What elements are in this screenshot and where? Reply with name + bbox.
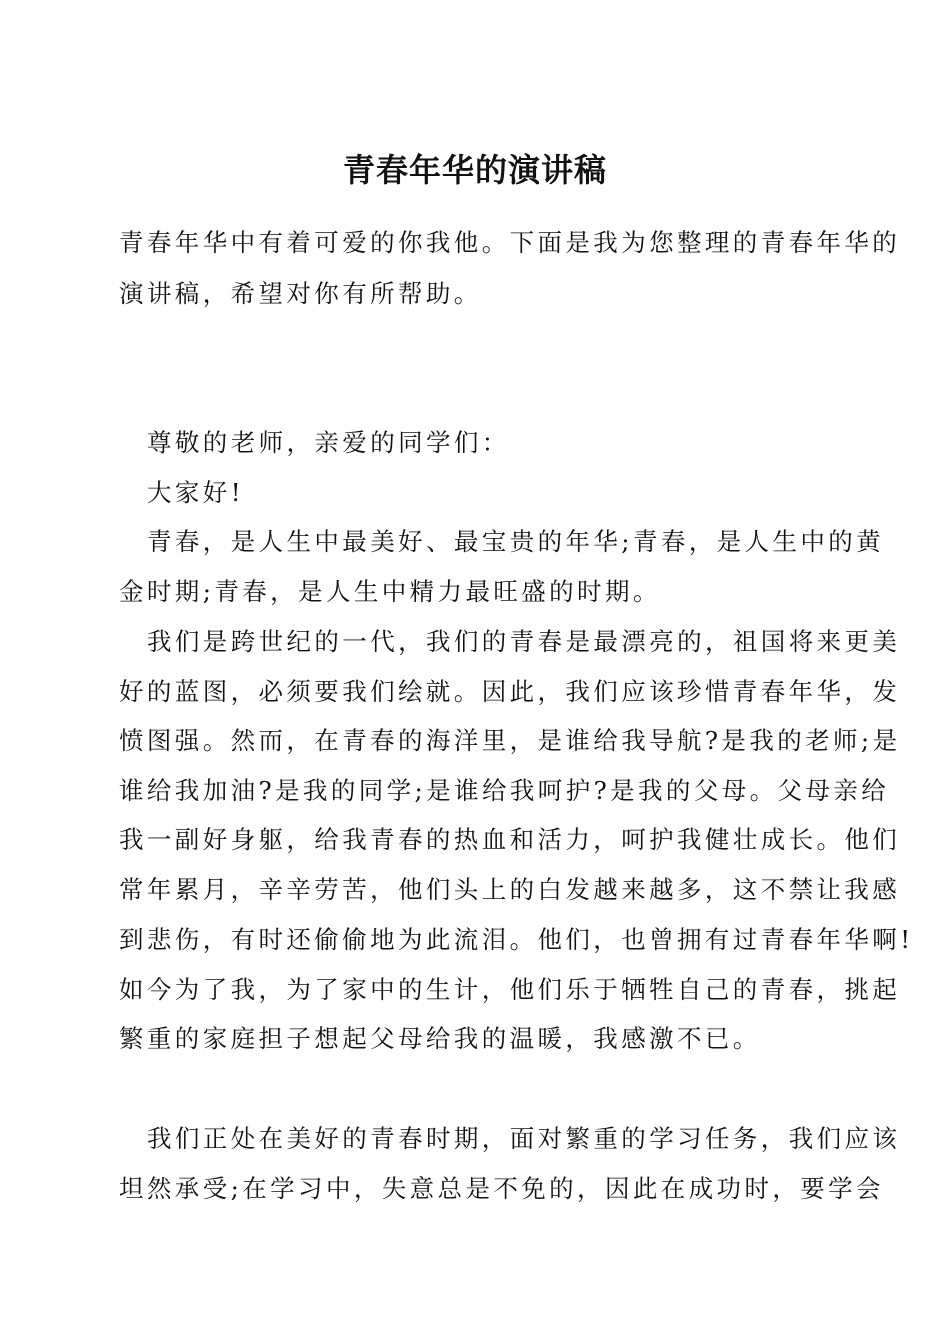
greeting-line: 尊敬的老师，亲爱的同学们： <box>147 428 510 457</box>
para2-line-7: 到悲伤，有时还偷偷地为此流泪。他们，也曾拥有过青春年华啊! <box>119 925 914 954</box>
para1-line-2: 金时期;青春，是人生中精力最旺盛的时期。 <box>119 577 661 606</box>
intro-line-2: 演讲稿，希望对你有所帮助。 <box>119 279 482 308</box>
para2-line-6: 常年累月，辛辛劳苦，他们头上的白发越来越多，这不禁让我感 <box>119 875 901 904</box>
para3-line-2: 坦然承受;在学习中，失意总是不免的，因此在成功时，要学会 <box>119 1174 884 1203</box>
intro-line-1: 青春年华中有着可爱的你我他。下面是我为您整理的青春年华的 <box>119 228 901 257</box>
para2-line-1: 我们是跨世纪的一代，我们的青春是最漂亮的，祖国将来更美 <box>147 627 901 656</box>
para2-line-2: 好的蓝图，必须要我们绘就。因此，我们应该珍惜青春年华，发 <box>119 677 901 706</box>
para2-line-5: 我一副好身躯，给我青春的热血和活力，呵护我健壮成长。他们 <box>119 825 901 854</box>
para2-line-9: 繁重的家庭担子想起父母给我的温暖，我感激不已。 <box>119 1024 761 1053</box>
document-title: 青春年华的演讲稿 <box>342 151 607 189</box>
para1-line-1: 青春，是人生中最美好、最宝贵的年华;青春，是人生中的黄 <box>147 527 885 556</box>
para2-line-8: 如今为了我，为了家中的生计，他们乐于牺牲自己的青春，挑起 <box>119 975 901 1004</box>
hello-line: 大家好! <box>147 478 244 507</box>
para2-line-3: 愤图强。然而，在青春的海洋里，是谁给我导航?是我的老师;是 <box>119 726 901 755</box>
para2-line-4: 谁给我加油?是我的同学;是谁给我呵护?是我的父母。父母亲给 <box>119 776 890 805</box>
para3-line-1: 我们正处在美好的青春时期，面对繁重的学习任务，我们应该 <box>147 1124 901 1153</box>
